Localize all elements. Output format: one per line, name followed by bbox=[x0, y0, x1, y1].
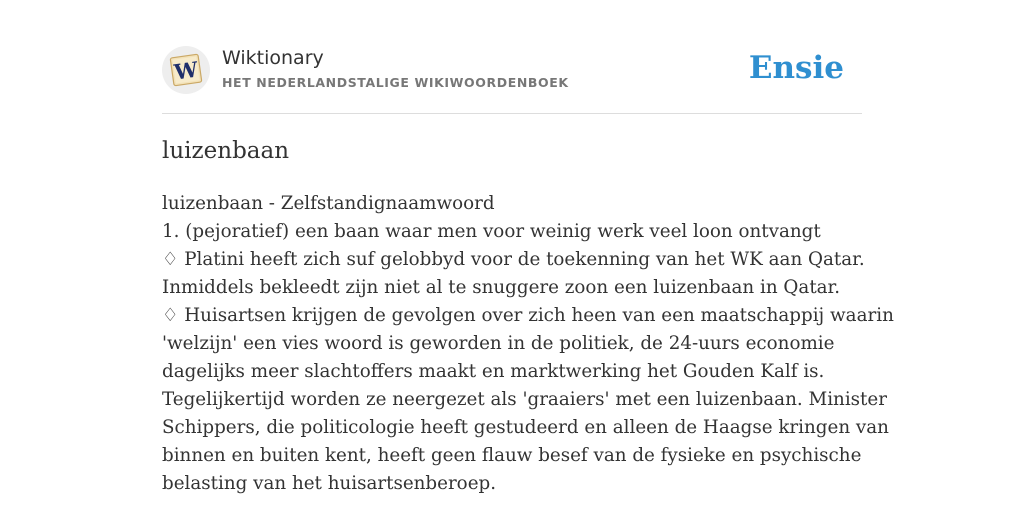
entry-line-example-1a: ♢ Platini heeft zich suf gelobbyd voor de toekenning van het WK aan Qatar. bbox=[162, 249, 865, 270]
page-title: luizenbaan bbox=[162, 138, 290, 164]
site-header bbox=[162, 44, 862, 96]
ensie-brand-link[interactable]: Ensie bbox=[748, 50, 844, 86]
header-divider bbox=[162, 113, 862, 114]
site-name[interactable]: Wiktionary bbox=[222, 47, 324, 69]
entry-line-example-2e: Schippers, die politicologie heeft gestudeerd en alleen de Haagse kringen van bbox=[162, 417, 889, 438]
entry-line-example-2f: binnen en buiten kent, heeft geen flauw besef van de fysieke en psychische bbox=[162, 445, 862, 466]
entry-line-example-2b: 'welzijn' een vies woord is geworden in de politiek, de 24-uurs economie bbox=[162, 333, 835, 354]
svg-text:W: W bbox=[172, 56, 200, 85]
entry-line-example-2d: Tegelijkertijd worden ze neergezet als 'graaiers' met een luizenbaan. Minister bbox=[162, 389, 887, 410]
entry-definition bbox=[162, 190, 894, 498]
entry-line-example-2c: dagelijks meer slachtoffers maakt en marktwerking het Gouden Kalf is. bbox=[162, 361, 825, 382]
entry-line-example-2g: belasting van het huisartsenberoep. bbox=[162, 473, 497, 494]
entry-line-definition: 1. (pejoratief) een baan waar men voor weinig werk veel loon ontvangt bbox=[162, 221, 821, 242]
entry-line-example-1b: Inmiddels bekleedt zijn niet al te snuggere zoon een luizenbaan in Qatar. bbox=[162, 277, 841, 298]
site-tagline: HET NEDERLANDSTALIGE WIKIWOORDENBOEK bbox=[222, 75, 569, 90]
entry-line-example-2a: ♢ Huisartsen krijgen de gevolgen over zich heen van een maatschappij waarin bbox=[162, 305, 894, 326]
wiktionary-logo-icon[interactable] bbox=[162, 46, 210, 94]
entry-line-word-type: luizenbaan - Zelfstandignaamwoord bbox=[162, 193, 495, 214]
